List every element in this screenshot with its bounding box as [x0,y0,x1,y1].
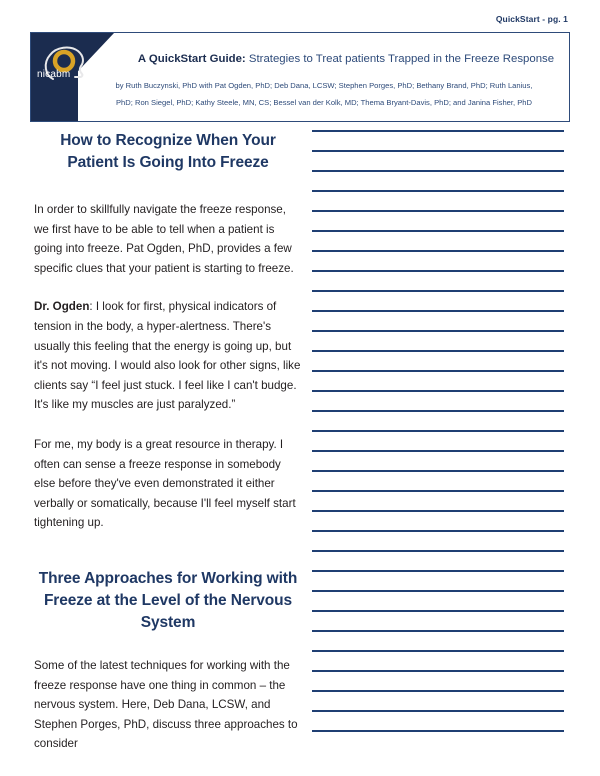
page-number-label: QuickStart - pg. 1 [495,14,568,24]
banner-title [126,53,566,65]
note-line [312,170,564,172]
note-line [312,190,564,192]
banner-byline [83,77,565,111]
spacer [34,174,302,200]
note-line [312,210,564,212]
note-line [312,470,564,472]
spacer [34,278,302,297]
spacer [34,634,302,656]
note-line [312,430,564,432]
note-line [312,690,564,692]
note-line [312,710,564,712]
note-line [312,290,564,292]
note-line [312,250,564,252]
note-line [312,150,564,152]
note-line [312,390,564,392]
note-line [312,730,564,732]
note-line [312,130,564,132]
banner-title-rest: Strategies to Treat patients Trapped in the Freeze Response [245,53,555,65]
nicabm-head-ring-logo-icon [39,39,95,93]
note-line [312,650,564,652]
note-line [312,490,564,492]
paragraph-1: In order to skillfully navigate the freeze response, we first have to be able to tell when a patient is going into freeze. Pat Ogden, PhD, provides a few specific clues that your patient is starting to freeze. [34,203,294,275]
byline-line-1: by Ruth Buczynski, PhD with Pat Ogden, PhD; Deb Dana, LCSW; Stephen Porges, PhD; Bethany Brand, PhD; Ruth Lanius, [115,81,533,90]
note-line [312,590,564,592]
byline-line-2: PhD; Ron Siegel, PhD; Kathy Steele, MN, CS; Bessel van der Kolk, MD; Thema Bryant-Davis, PhD; and Janina Fisher, PhD [115,98,532,107]
note-line [312,270,564,272]
note-line [312,630,564,632]
note-line [312,530,564,532]
note-line [312,230,564,232]
note-line [312,310,564,312]
note-line [312,350,564,352]
note-line [312,570,564,572]
paragraph-4: Some of the latest techniques for working with the freeze response have one thing in common – the nervous system. Here, Deb Dana, LCSW, and Stephen Porges, PhD, discuss three approaches to consider [34,658,298,751]
speaker-label: Dr. Ogden [34,300,90,314]
spacer [34,415,302,435]
content-column [34,130,302,754]
section-heading-2: Three Approaches for Working with Freeze at the Level of the Nervous System [38,569,298,631]
note-line [312,370,564,372]
spacer [34,533,302,568]
paragraph-2 [34,297,302,415]
title-banner [30,32,570,122]
note-line [312,550,564,552]
note-line [312,670,564,672]
paragraph-2-text: : I look for first, physical indicators of tension in the body, a hyper-alertness. There's usually this feeling that the energy is going up, but it's not moving. I would also look for other signs, like clients say “I feel just stuck. I feel like I can't budge. It's like my muscles are just paralyzed.” [34,300,301,412]
logo-wordmark: nicabm [37,69,71,80]
note-line [312,450,564,452]
paragraph-3: For me, my body is a great resource in therapy. I often can sense a freeze response in somebody else before they've even demonstrated it either verbally or somatically, because I'll feel myself start tightening up. [34,437,296,530]
banner-title-strong: A QuickStart Guide: [137,53,246,65]
note-line [312,330,564,332]
note-line [312,410,564,412]
note-lines-column [312,130,564,750]
section-heading-1: How to Recognize When Your Patient Is Going Into Freeze [60,132,276,171]
note-line [312,610,564,612]
note-line [312,510,564,512]
